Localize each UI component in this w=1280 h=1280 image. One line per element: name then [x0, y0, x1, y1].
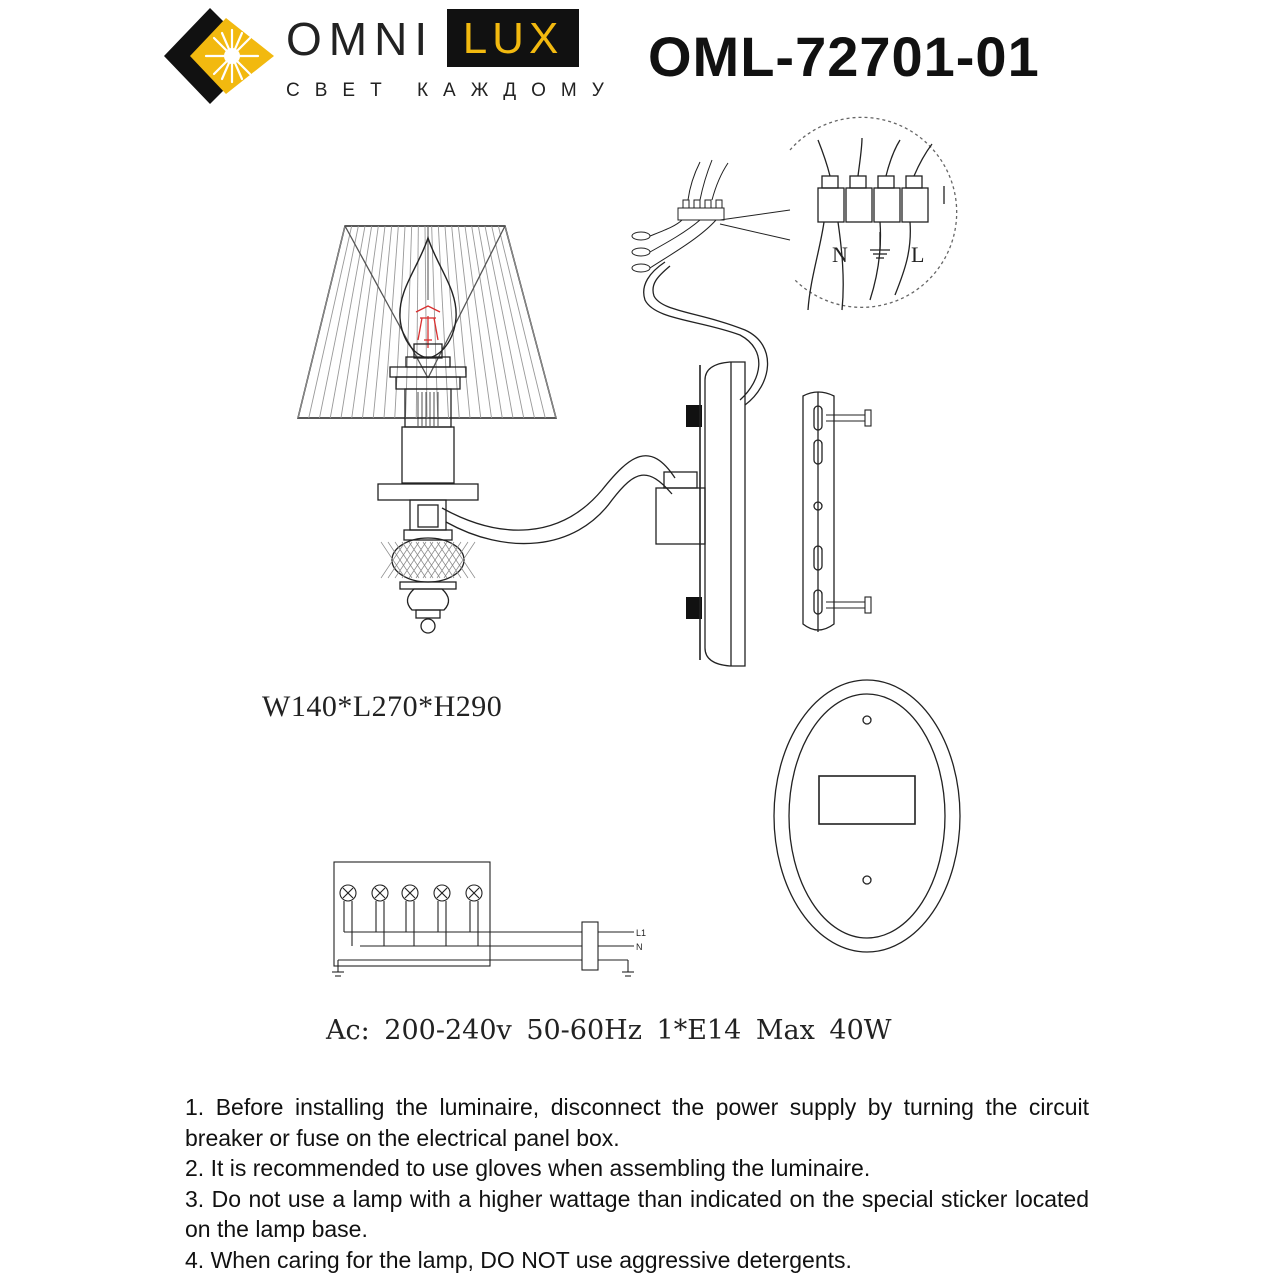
- installation-instructions: [185, 1092, 1089, 1275]
- wiring-label-n: N: [636, 942, 643, 952]
- mounting-bracket: [803, 392, 871, 632]
- instruction-1: 1. Before installing the luminaire, disconnect the power supply by turning the circuit breaker or fuse on the electrical panel box.: [185, 1094, 1089, 1151]
- wiring-label-l1: L1: [636, 928, 647, 938]
- instruction-2: 2. It is recommended to use gloves when assembling the luminaire.: [185, 1155, 871, 1181]
- terminal-label-n: N: [832, 242, 848, 267]
- terminal-detail-circle: [790, 117, 957, 310]
- omnilux-logo-icon: [164, 8, 279, 108]
- brand-name-omni: OMNI: [286, 13, 435, 65]
- wall-plate-side: [656, 362, 745, 666]
- technical-drawing: [0, 110, 1280, 990]
- brand-tagline: СВЕТ КАЖДОМУ: [286, 80, 619, 101]
- wall-plate-front: [774, 680, 960, 952]
- lamp-holder: [378, 357, 478, 633]
- terminal-block-small: [632, 160, 790, 272]
- dimensions-label: W140*L270*H290: [262, 690, 503, 723]
- terminal-label-l: L: [911, 242, 925, 267]
- electrical-specs: Ac: 200-240v 50-60Hz 1*E14 Max 40W: [326, 1015, 892, 1046]
- wiring-schematic: [332, 862, 634, 976]
- instruction-3: 3. Do not use a lamp with a higher wattage than indicated on the special sticker located on the lamp base.: [185, 1185, 1089, 1242]
- instruction-4: 4. When caring for the lamp, DO NOT use aggressive detergents.: [185, 1246, 852, 1273]
- brand-name-lux: LUX: [447, 9, 579, 67]
- model-number: OML-72701-01: [648, 25, 1040, 88]
